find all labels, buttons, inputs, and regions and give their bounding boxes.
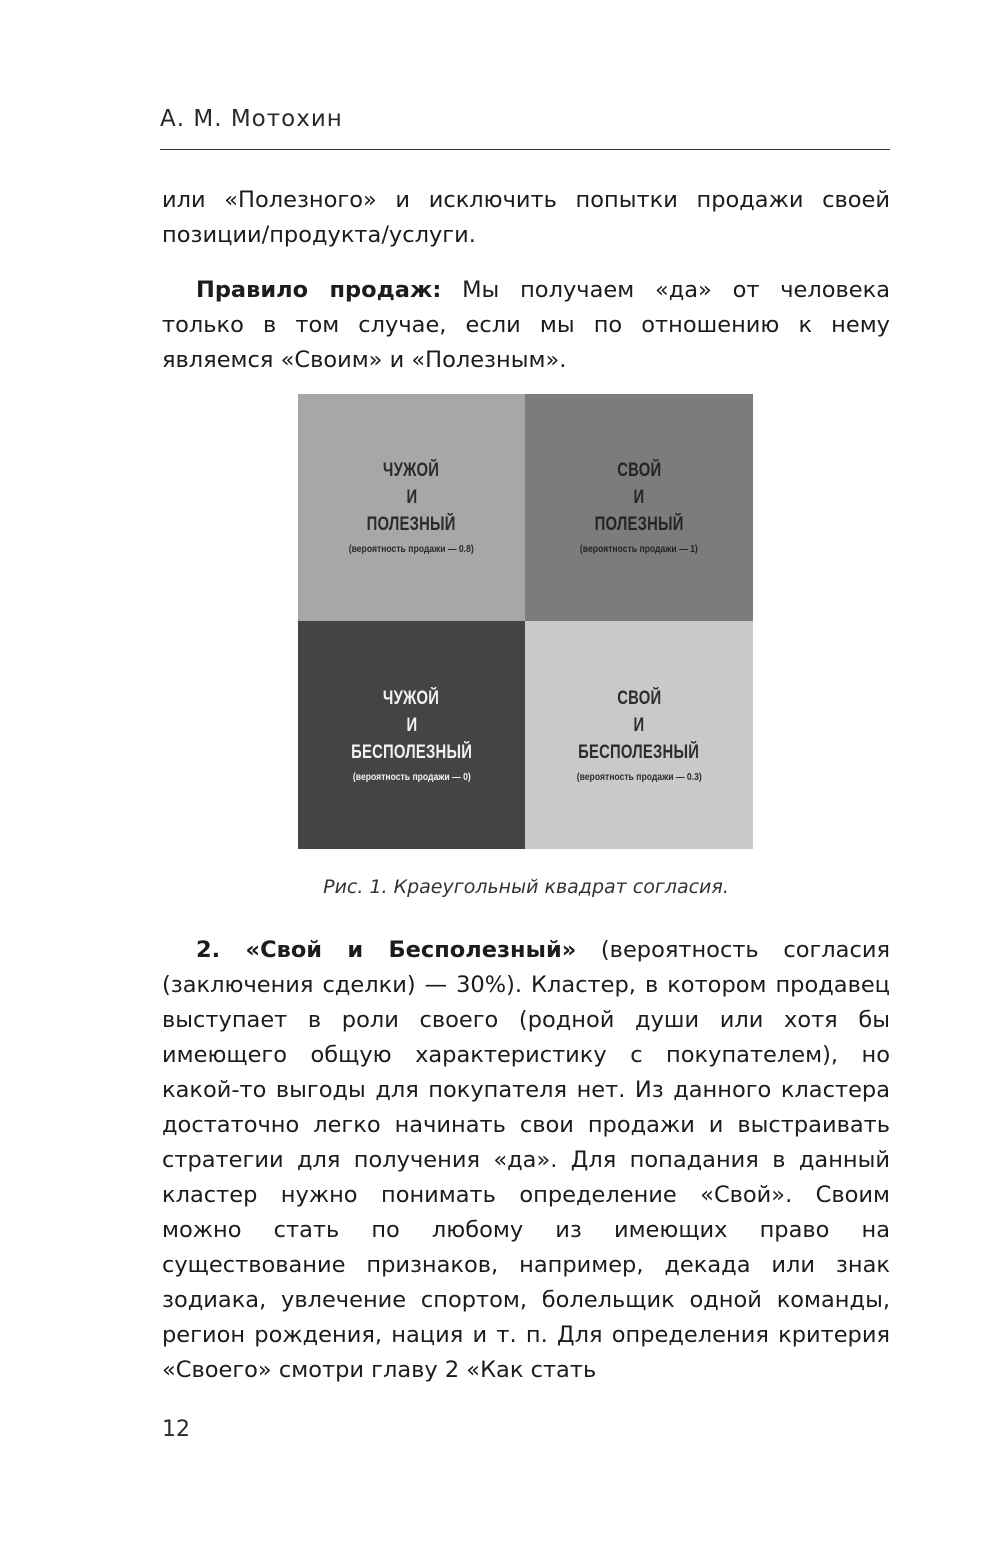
quadrant-line: СВОЙ (616, 687, 662, 709)
paragraph-sales-rule (162, 273, 890, 378)
running-head-author: А. М. Мотохин (160, 106, 343, 132)
quadrant-own-useful (525, 394, 753, 621)
page-number: 12 (162, 1417, 190, 1442)
sales-rule-label: Правило продаж: (196, 277, 442, 303)
quadrant-probability: (вероятность продажи — 0.8) (348, 543, 474, 555)
agreement-square-figure (298, 394, 753, 849)
quadrant-line: ПОЛЕЗНЫЙ (594, 514, 684, 535)
quadrant-probability: (вероятность продажи — 0.3) (576, 770, 702, 783)
quadrant-line: ЧУЖОЙ (383, 460, 440, 481)
quadrant-line: БЕСПОЛЕЗНЫЙ (350, 741, 473, 763)
header-divider (160, 149, 890, 150)
quadrant-probability: (вероятность продажи — 1) (580, 543, 698, 555)
paragraph-continuation: или «Полезного» и исключить попытки продажи своей позиции/продукта/услуги. (162, 187, 890, 248)
quadrant-line: ЧУЖОЙ (383, 687, 440, 709)
quadrant-line: СВОЙ (616, 460, 662, 481)
quadrant-stranger-useless (298, 621, 525, 849)
quadrant-line: И (406, 714, 417, 736)
quadrant-line: И (633, 487, 645, 508)
figure-caption: Рис. 1. Краеугольный квадрат согласия. (323, 876, 729, 898)
quadrant-line: И (633, 714, 645, 736)
section-heading-own-useless: 2. «Свой и Бесполезный» (196, 937, 577, 963)
quadrant-line: БЕСПОЛЕЗНЫЙ (578, 741, 700, 763)
own-useless-text: (вероятность согласия (заключения сделки) — 30%). Кластер, в котором продавец выступает в роли своего (родной души или хотя бы имеющего общую характеристику с покупателем), но какой-то выгоды для покупателя нет. Из данного кластера достаточно легко начинать свои продажи и выстраивать стратегии для получения «да». Для попадания в данный кластер нужно понимать определение «Свой». Своим можно стать по любому из имеющих право на существование признаков, например, декада или знак зодиака, увлечение спортом, болельщик одной команды, регион рождения, нация и т. п. Для определения критерия «Своего» смотри главу 2 «Как стать (162, 937, 891, 1383)
sales-rule-text: Мы получаем «да» от человека только в том случае, если мы по отношению к нему являемся «Своим» и «Полезным». (162, 277, 890, 373)
quadrant-probability: (вероятность продажи — 0) (352, 770, 471, 783)
quadrant-line: ПОЛЕЗНЫЙ (366, 514, 457, 535)
quadrant-line: И (406, 487, 417, 508)
quadrant-stranger-useful (298, 394, 525, 621)
quadrant-own-useless (525, 621, 753, 849)
paragraph-own-useless (162, 933, 890, 1388)
